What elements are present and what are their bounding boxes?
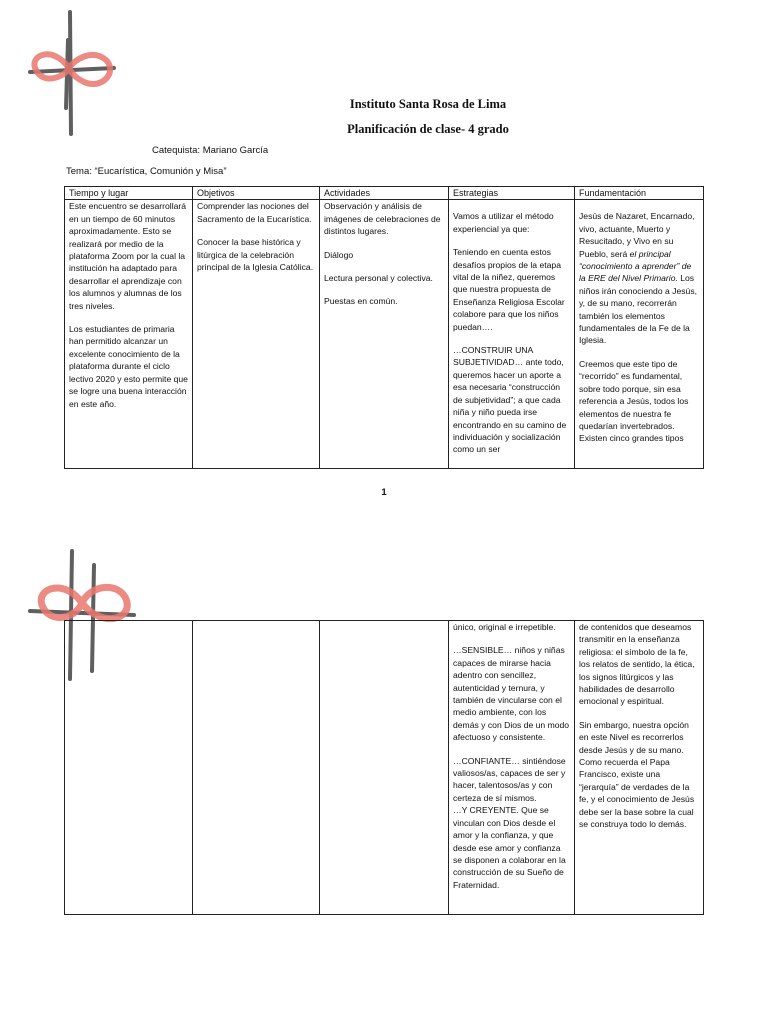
- cell-objetivos: [193, 621, 320, 915]
- tiempo-paragraph: Los estudiantes de primaria han permitido alcanzar un excelente conocimiento de la plataforma durante el ciclo lectivo 2020 y esto permite que se logre una buena interacción en este año.: [69, 324, 188, 409]
- cell-fundamentacion: [575, 200, 704, 469]
- institution-title: Instituto Santa Rosa de Lima: [349, 97, 507, 111]
- header-objetivos: Objetivos: [193, 187, 320, 200]
- fundamentacion-paragraph: Sin embargo, nuestra opción en este Nivel es recorrerlos desde Jesús y de su mano. Como recuerda el Papa Francisco, existe una “jerarquía” de verdades de la fe, y el conocimiento de Jesús debe ser la base sobre la cual se construya todo lo demás.: [579, 719, 695, 830]
- actividad-paragraph: Diálogo: [324, 249, 354, 260]
- plan-subtitle: Planificación de clase- 4 grado: [347, 122, 509, 136]
- cell-estrategias: [449, 200, 575, 469]
- actividad-paragraph: Lectura personal y colectiva.: [324, 273, 433, 284]
- estrategia-paragraph: Teniendo en cuenta estos desafíos propios de la etapa vital de la niñez, queremos que nuestra propuesta de Enseñanza Religiosa Escolar colabore para que los niños puedan….: [453, 247, 565, 332]
- fundamentacion-text: Los niños irán conociendo a Jesús, y, de su mano, recorrerán también los elementos fundamentales de la Fe de la Iglesia.: [579, 273, 698, 346]
- cell-actividades: [320, 621, 449, 915]
- cell-fundamentacion: [575, 621, 704, 915]
- cell-estrategias: [449, 621, 575, 915]
- estrategia-paragraph: único, original e irrepetible.: [453, 622, 556, 632]
- header-fundamentacion: Fundamentación: [575, 187, 704, 200]
- fundamentacion-italic-text: el principal “conocimiento a aprender” de la ERE del Nivel Primario.: [579, 248, 692, 284]
- cell-tiempo: [65, 621, 193, 915]
- cell-objetivos: [193, 200, 320, 469]
- estrategia-paragraph: …SENSIBLE… niños y niñas capaces de mirarse hacia adentro con sencillez, autenticidad y ternura, y también de vincularse con el medio ambiente, con los demás y con Dios de un modo afectuoso y consistente.: [453, 645, 570, 743]
- planning-table-page-1: [64, 186, 704, 469]
- estrategia-paragraph: Vamos a utilizar el método experiencial ya que:: [453, 211, 554, 234]
- objetivo-paragraph: Conocer la base histórica y litúrgica de la celebración principal de la Iglesia Católica.: [197, 237, 314, 273]
- tema-label: Tema: “Eucarística, Comunión y Misa”: [66, 166, 227, 177]
- estrategia-paragraph: …Y CREYENTE. Que se vinculan con Dios desde el amor y la confianza, y que desde ese amor y confianza se disponen a colaborar en la construcción de su Sueño de Fraternidad.: [453, 805, 566, 890]
- fundamentacion-paragraph: Creemos que este tipo de “recorrido” es fundamental, sobre todo porque, sin esa referencia a Jesús, todos los elementos de nuestra fe quedarían invertebrados. Existen cinco grandes tipos: [579, 358, 689, 444]
- actividad-paragraph: Observación y análisis de imágenes de celebraciones de distintos lugares.: [324, 201, 441, 237]
- page-number: 1: [381, 487, 387, 498]
- fundamentacion-text: Jesús de Nazaret, Encarnado, vivo, actuante, Muerto y Resucitado, y Vivo en su Pueblo, será: [579, 211, 695, 259]
- estrategia-paragraph: …CONFIANTE… sintiéndose valiosos/as, capaces de ser y hacer, talentosos/as y con certeza de sí mismos.: [453, 755, 566, 803]
- objetivo-paragraph: Comprender las nociones del Sacramento de la Eucarística.: [197, 201, 312, 224]
- header-tiempo: Tiempo y lugar: [65, 187, 193, 200]
- cross-infinity-logo-icon: [22, 4, 122, 136]
- catequista-label: Catequista: Mariano García: [152, 145, 269, 156]
- header-actividades: Actividades: [320, 187, 449, 200]
- fundamentacion-paragraph: [579, 210, 699, 346]
- cell-actividades: [320, 200, 449, 469]
- estrategia-paragraph: …CONSTRUIR UNA SUBJETIVIDAD… ante todo, queremos hacer un aporte a esa necesaria “construcción de subjetividad”; a que cada niña y niño pueda irse encontrando en su camino de individuación y socialización como un ser: [453, 345, 567, 455]
- tiempo-paragraph: Este encuentro se desarrollará en un tiempo de 60 minutos aproximadamente. Esto se realizará por medio de la plataforma Zoom por la cual la institución ha adaptado para desarrollar el aprendizaje con los alumnos y alumnas de los tres niveles.: [69, 201, 187, 311]
- actividad-paragraph: Puestas en común.: [324, 296, 398, 307]
- header-estrategias: Estrategias: [449, 187, 575, 200]
- fundamentacion-paragraph: de contenidos que deseamos transmitir en la enseñanza religiosa: el símbolo de la fe, los relatos de sentido, la ética, los signos litúrgicos y las habilidades de desarrollo emocional y espiritual.: [579, 622, 695, 707]
- planning-table-page-2: [64, 620, 704, 915]
- cell-tiempo: [65, 200, 193, 469]
